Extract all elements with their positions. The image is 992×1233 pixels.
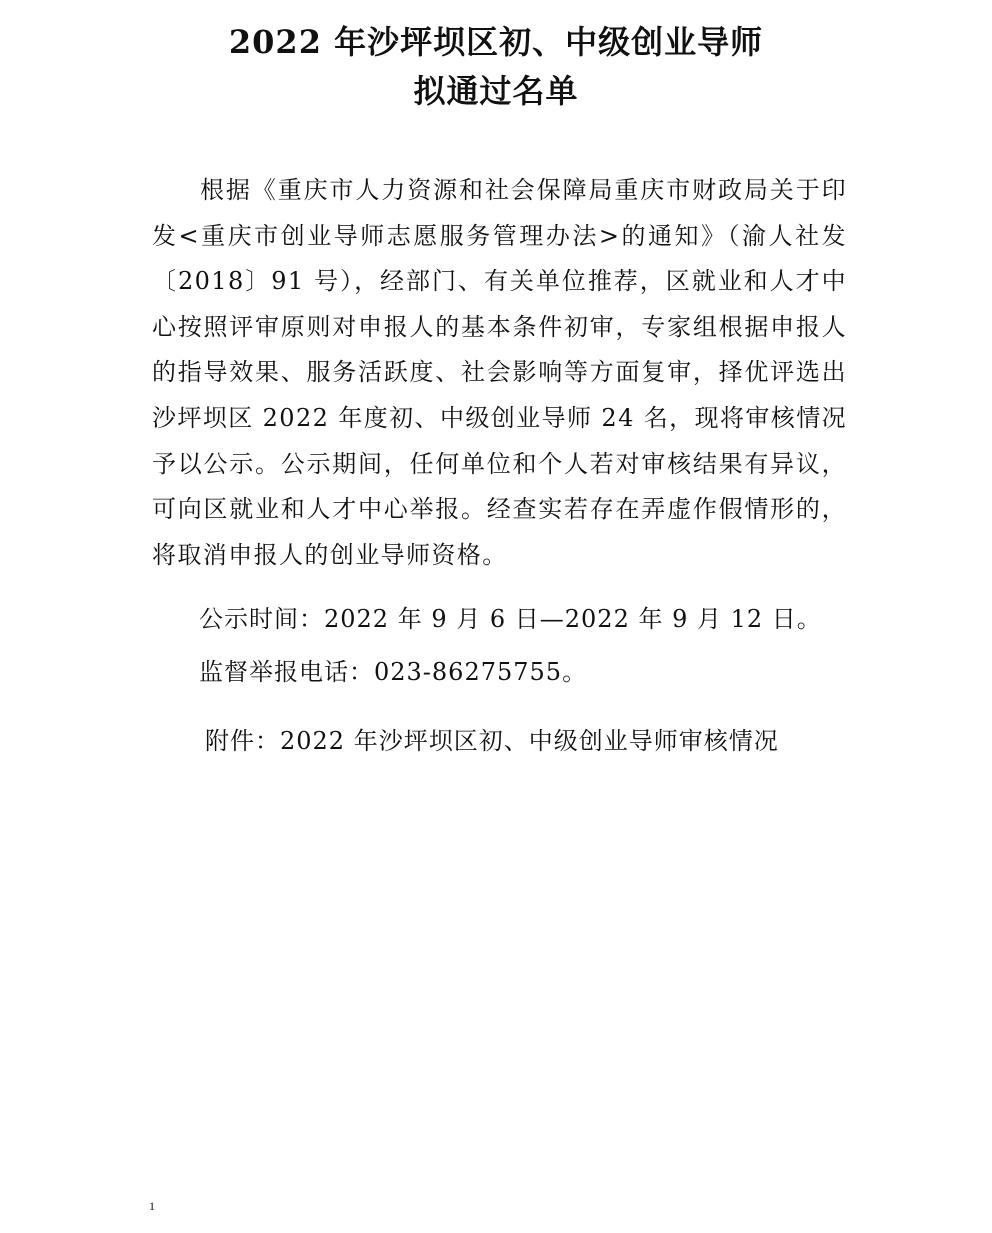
supervision-phone: 监督举报电话：023-86275755。 [199,658,588,686]
page-number: 1 [149,1199,155,1213]
document-title-line-1: 2022 年沙坪坝区初、中级创业导师 [228,23,764,61]
publicity-time: 公示时间：2022 年 9 月 6 日—2022 年 9 月 12 日。 [199,605,822,633]
document-title-line-2: 拟通过名单 [413,72,579,110]
attachment-reference: 附件：2022 年沙坪坝区初、中级创业导师审核情况 [205,727,779,755]
body-paragraph: 根据《重庆市人力资源和社会保障局重庆市财政局关于印发<重庆市创业导师志愿服务管理办法>的通知》（渝人社发〔2018〕91 号），经部门、有关单位推荐，区就业和人才中心按照评审原则对申报人的基本条件初审，专家组根据申报人的指导效果、服务活跃度、社会影响等方面复审，择优评选出沙坪坝区 2022 年度初、中级创业导师 24 名，现将审核情况予以公示。公示期间，任何单位和个人若对审核结果有异议，可向区就业和人才中心举报。经查实若存在弄虚作假情形的，将取消申报人的创业导师资格。 [152,176,847,569]
